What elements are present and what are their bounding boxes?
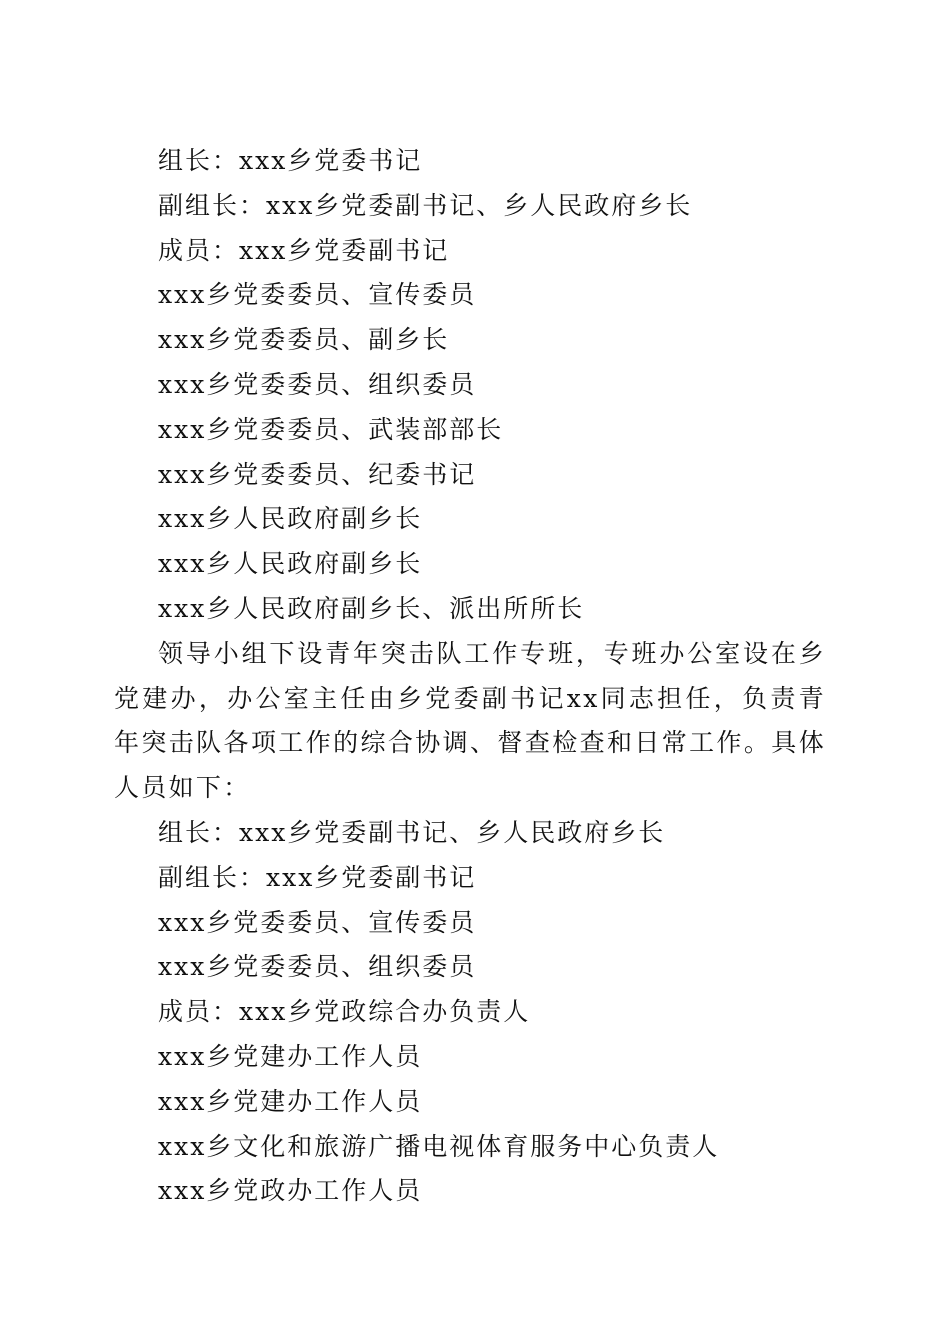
text-line: xxx乡人民政府副乡长 xyxy=(158,504,423,534)
text-line: 组长：xxx乡党委书记 xyxy=(158,146,423,175)
document-body xyxy=(114,139,826,1214)
text-line: xxx乡党委委员、武装部部长 xyxy=(158,414,504,444)
text-line: 成员：xxx乡党委副书记 xyxy=(158,235,450,265)
text-line: xxx乡党委委员、纪委书记 xyxy=(158,459,477,489)
text-line: xxx乡党委委员、副乡长 xyxy=(158,325,450,355)
text-line: xxx乡党委委员、宣传委员 xyxy=(158,907,477,937)
text-line: xxx乡文化和旅游广播电视体育服务中心负责人 xyxy=(158,1131,720,1161)
text-line: xxx乡党委委员、组织委员 xyxy=(158,952,477,982)
text-line: xxx乡人民政府副乡长、派出所所长 xyxy=(158,593,585,623)
text-line: xxx乡人民政府副乡长 xyxy=(158,549,423,579)
text-line: xxx乡党建办工作人员 xyxy=(158,1041,423,1071)
text-line: 成员：xxx乡党政综合办负责人 xyxy=(158,997,531,1027)
text-line: xxx乡党政办工作人员 xyxy=(158,1176,423,1206)
text-line: 副组长：xxx乡党委副书记 xyxy=(158,862,477,892)
text-line: xxx乡党建办工作人员 xyxy=(158,1086,423,1116)
text-line: 组长：xxx乡党委副书记、乡人民政府乡长 xyxy=(158,817,666,847)
text-line: 副组长：xxx乡党委副书记、乡人民政府乡长 xyxy=(158,190,693,220)
text-line: xxx乡党委委员、组织委员 xyxy=(158,369,477,399)
text-line: xxx乡党委委员、宣传委员 xyxy=(158,280,477,310)
body-paragraph: 领导小组下设青年突击队工作专班，专班办公室设在乡党建办，办公室主任由乡党委副书记xx同志担任，负责青年突击队各项工作的综合协调、督查检查和日常工作。具体人员如下： xyxy=(114,638,826,803)
